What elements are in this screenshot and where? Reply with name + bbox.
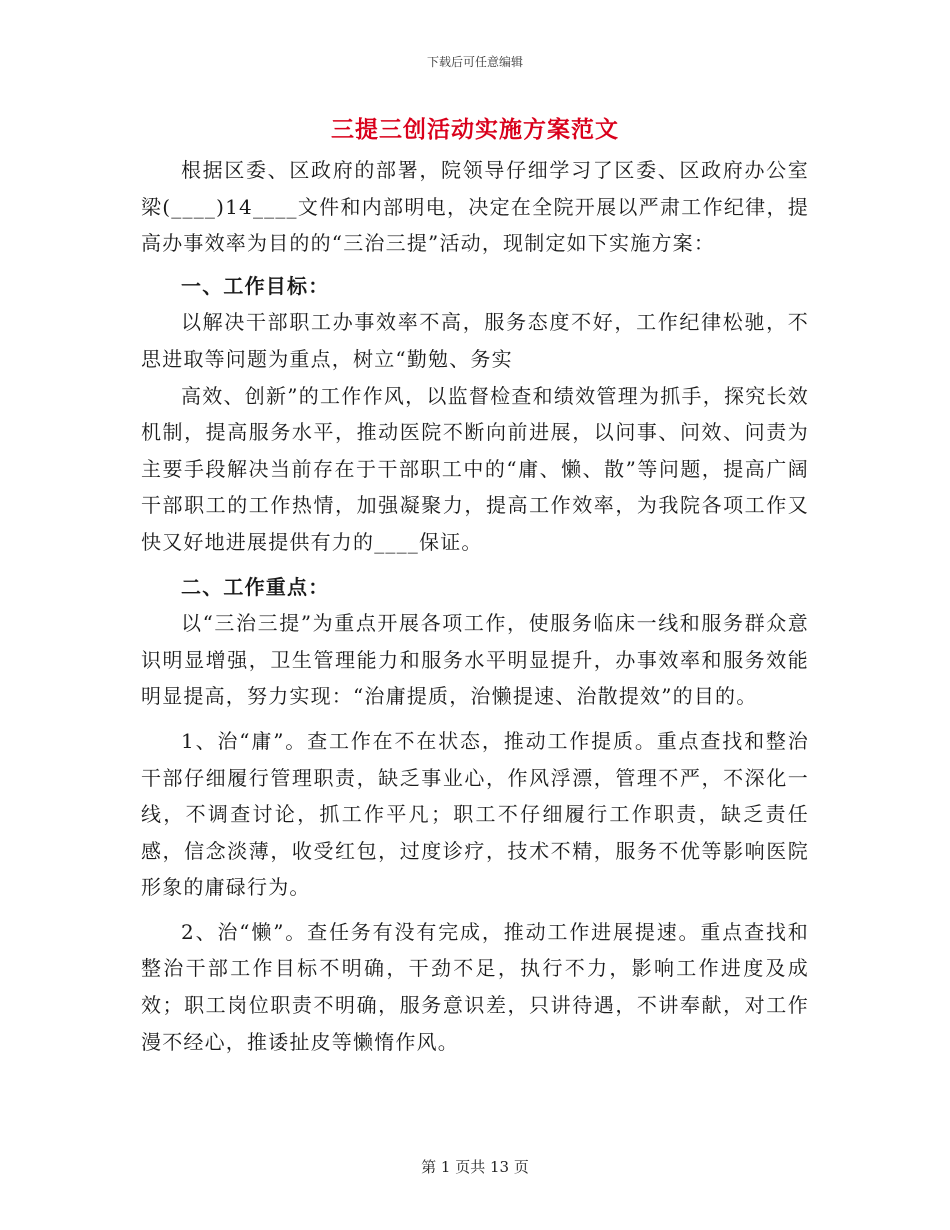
page-number: 第 1 页共 13 页 xyxy=(421,1158,529,1176)
item-paragraph-2: 2、治“懒”。查任务有没有完成，推动工作进展提速。重点查找和整治干部工作目标不明确，干劲不足，执行不力，影响工作进度及成效；职工岗位职责不明确，服务意识差，只讲待遇，不讲奉献，对工作漫不经心，推诿扯皮等懒惰作风。 xyxy=(141,919,809,1054)
goals-paragraph-2: 高效、创新”的工作作风，以监督检查和绩效管理为抓手，探究长效机制，提高服务水平，推动医院不断向前进展，以问事、问效、问责为主要手段解决当前存在于干部职工中的“庸、懒、散”等问题，提高广阔干部职工的工作热情，加强凝聚力，提高工作效率，为我院各项工作又快又好地进展提供有力的____保证。 xyxy=(141,383,809,554)
item-paragraph-1: 1、治“庸”。查工作在不在状态，推动工作提质。重点查找和整治干部仔细履行管理职责，缺乏事业心，作风浮漂，管理不严，不深化一线，不调查讨论，抓工作平凡；职工不仔细履行工作职责，缺乏责任感，信念淡薄，收受红包，过度诊疗，技术不精，服务不优等影响医院形象的庸碌行为。 xyxy=(141,728,809,900)
intro-paragraph: 根据区委、区政府的部署，院领导仔细学习了区委、区政府办公室梁(____)14____文件和内部明电，决定在全院开展以严肃工作纪律，提高办事效率为目的的“三治三提”活动，现制定如下实施方案： xyxy=(141,158,809,256)
document-title: 三提三创活动实施方案范文 xyxy=(331,116,619,143)
header-note: 下载后可任意编辑 xyxy=(426,55,523,69)
section-heading-goals: 一、工作目标： xyxy=(181,273,330,298)
goals-paragraph-1: 以解决干部职工办事效率不高，服务态度不好，工作纪律松驰，不思进取等问题为重点，树立“勤勉、务实 xyxy=(141,310,809,371)
document-body xyxy=(141,152,809,1060)
focus-paragraph: 以“三治三提”为重点开展各项工作，使服务临床一线和服务群众意识明显增强，卫生管理能力和服务水平明显提升，办事效率和服务效能明显提高，努力实现：“治庸提质，治懒提速、治散提效”的目的。 xyxy=(141,611,809,709)
section-heading-focus: 二、工作重点： xyxy=(181,574,330,599)
